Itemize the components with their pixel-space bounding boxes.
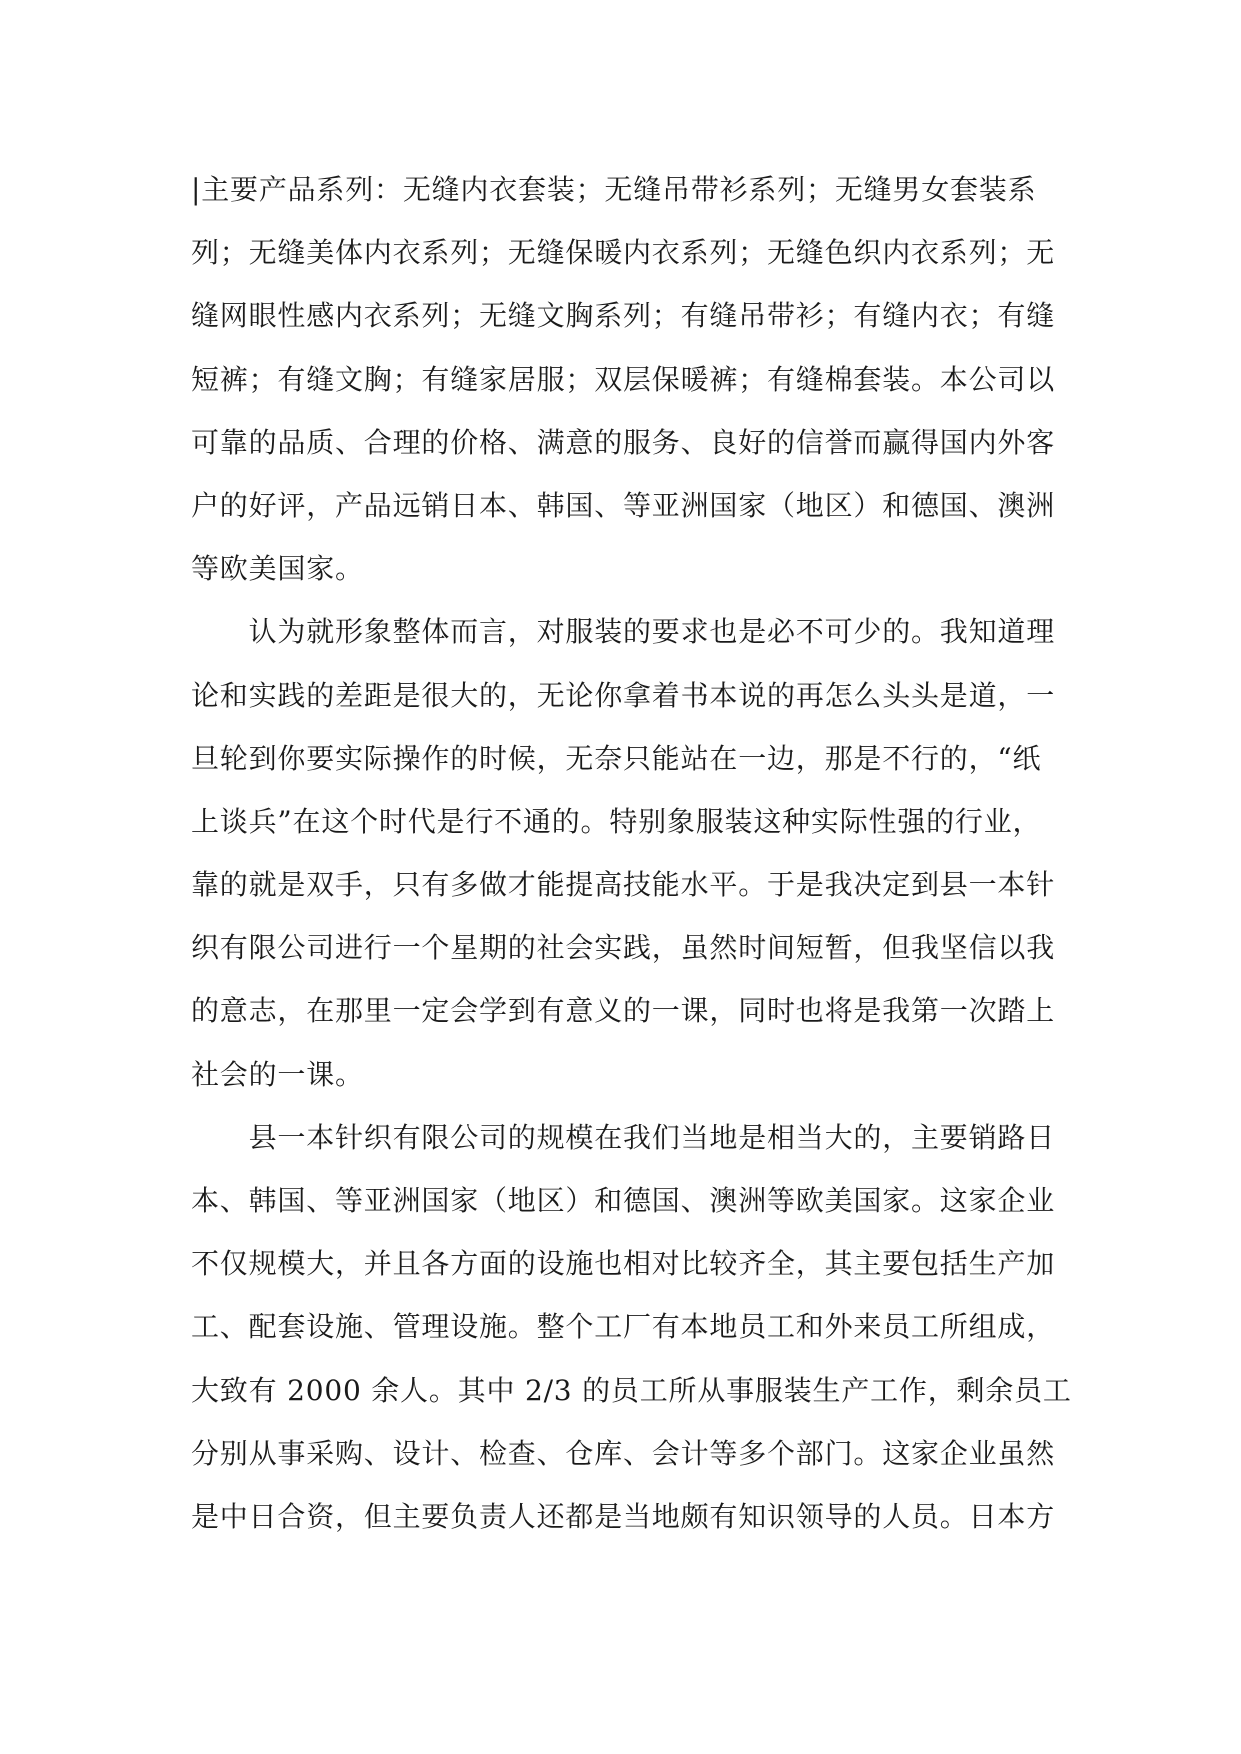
text-line: 大致有 2000 余人。其中 2/3 的员工所从事服装生产工作，剩余员工 bbox=[191, 1373, 1072, 1407]
paragraph-company-overview bbox=[191, 1106, 1072, 1548]
text-line: 旦轮到你要实际操作的时候，无奈只能站在一边，那是不行的，“纸 bbox=[191, 741, 1042, 775]
paragraph-product-series bbox=[191, 158, 1056, 600]
text-line: 等欧美国家。 bbox=[191, 552, 364, 586]
text-line: 县一本针织有限公司的规模在我们当地是相当大的，主要销路日 bbox=[191, 1120, 1056, 1154]
text-line: 是中日合资，但主要负责人还都是当地颇有知识领导的人员。日本方 bbox=[191, 1499, 1056, 1533]
text-line: 工、配套设施、管理设施。整个工厂有本地员工和外来员工所组成， bbox=[191, 1310, 1056, 1344]
text-line: 论和实践的差距是很大的，无论你拿着书本说的再怎么头头是道，一 bbox=[191, 678, 1056, 712]
text-line: 的意志，在那里一定会学到有意义的一课，同时也将是我第一次踏上 bbox=[191, 994, 1056, 1028]
text-line: 不仅规模大，并且各方面的设施也相对比较齐全，其主要包括生产加 bbox=[191, 1247, 1056, 1281]
text-line: 上谈兵”在这个时代是行不通的。特别象服装这种实际性强的行业， bbox=[191, 804, 1042, 838]
text-line: 分别从事采购、设计、检查、仓库、会计等多个部门。这家企业虽然 bbox=[191, 1436, 1056, 1470]
text-line: 本、韩国、等亚洲国家（地区）和德国、澳洲等欧美国家。这家企业 bbox=[191, 1184, 1056, 1217]
text-line: 靠的就是双手，只有多做才能提高技能水平。于是我决定到县一本针 bbox=[191, 868, 1056, 902]
text-line: 可靠的品质、合理的价格、满意的服务、良好的信誉而赢得国内外客 bbox=[191, 425, 1056, 459]
text-line: 认为就形象整体而言，对服装的要求也是必不可少的。我知道理 bbox=[191, 615, 1056, 649]
text-line: 社会的一课。 bbox=[191, 1057, 364, 1091]
paragraph-practice-motivation bbox=[191, 600, 1056, 1106]
text-line: 列；无缝美体内衣系列；无缝保暖内衣系列；无缝色织内衣系列；无 bbox=[191, 236, 1056, 270]
text-line: 短裤；有缝文胸；有缝家居服；双层保暖裤；有缝棉套装。本公司以 bbox=[191, 362, 1056, 396]
text-line: 户的好评，产品远销日本、韩国、等亚洲国家（地区）和德国、澳洲 bbox=[191, 488, 1056, 522]
text-line: 织有限公司进行一个星期的社会实践，虽然时间短暂，但我坚信以我 bbox=[191, 931, 1056, 965]
text-line: 缝网眼性感内衣系列；无缝文胸系列；有缝吊带衫；有缝内衣；有缝 bbox=[191, 299, 1056, 333]
text-line: |主要产品系列：无缝内衣套装；无缝吊带衫系列；无缝男女套装系 bbox=[191, 173, 1037, 206]
body-text bbox=[191, 158, 1072, 1548]
